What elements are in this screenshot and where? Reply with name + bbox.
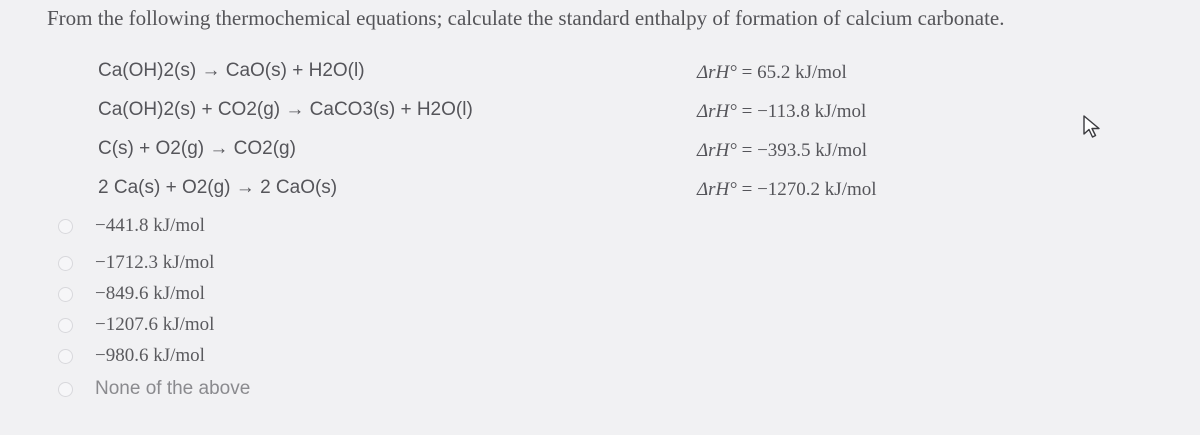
answer-option-4[interactable] (58, 310, 214, 340)
option-label: −980.6 kJ/mol (95, 345, 205, 366)
equation-3-reaction: C(s) + O2(g) → CO2(g) (98, 138, 296, 159)
option-label: −441.8 kJ/mol (95, 215, 205, 236)
option-label: −1207.6 kJ/mol (95, 314, 215, 335)
answer-option-3[interactable] (58, 279, 205, 309)
radio-button[interactable] (58, 349, 73, 364)
option-label: −1712.3 kJ/mol (95, 252, 215, 273)
enthalpy-value: = −113.8 kJ/mol (741, 101, 867, 122)
enthalpy-symbol: ΔrH° (697, 101, 737, 122)
enthalpy-symbol: ΔrH° (697, 179, 737, 200)
radio-button[interactable] (58, 287, 73, 302)
equation-1-reaction: Ca(OH)2(s) → CaO(s) + H2O(l) (98, 60, 365, 81)
equation-3-enthalpy (697, 140, 867, 162)
equation-4-reaction: 2 Ca(s) + O2(g) → 2 CaO(s) (98, 177, 338, 198)
enthalpy-symbol: ΔrH° (697, 140, 737, 161)
radio-button[interactable] (58, 256, 73, 271)
answer-option-6[interactable] (58, 374, 250, 404)
answer-option-5[interactable] (58, 341, 205, 371)
enthalpy-value: = −1270.2 kJ/mol (741, 179, 877, 200)
enthalpy-value: = −393.5 kJ/mol (741, 140, 868, 161)
enthalpy-symbol: ΔrH° (697, 62, 737, 83)
mouse-pointer-icon (1082, 114, 1102, 140)
equation-2-reaction: Ca(OH)2(s) + CO2(g) → CaCO3(s) + H2O(l) (98, 99, 473, 120)
option-label: −849.6 kJ/mol (95, 283, 205, 304)
equation-1-enthalpy (697, 62, 847, 84)
radio-button[interactable] (58, 318, 73, 333)
equation-4-enthalpy (697, 179, 877, 201)
enthalpy-value: = 65.2 kJ/mol (741, 62, 847, 83)
radio-button[interactable] (58, 382, 73, 397)
option-label: None of the above (95, 378, 251, 399)
question-text: From the following thermochemical equations; calculate the standard enthalpy of formation of calcium carbonate. (47, 6, 1005, 30)
answer-option-2[interactable] (58, 248, 214, 278)
equation-2-enthalpy (697, 101, 866, 123)
radio-button[interactable] (58, 219, 73, 234)
answer-option-1[interactable] (58, 211, 205, 241)
